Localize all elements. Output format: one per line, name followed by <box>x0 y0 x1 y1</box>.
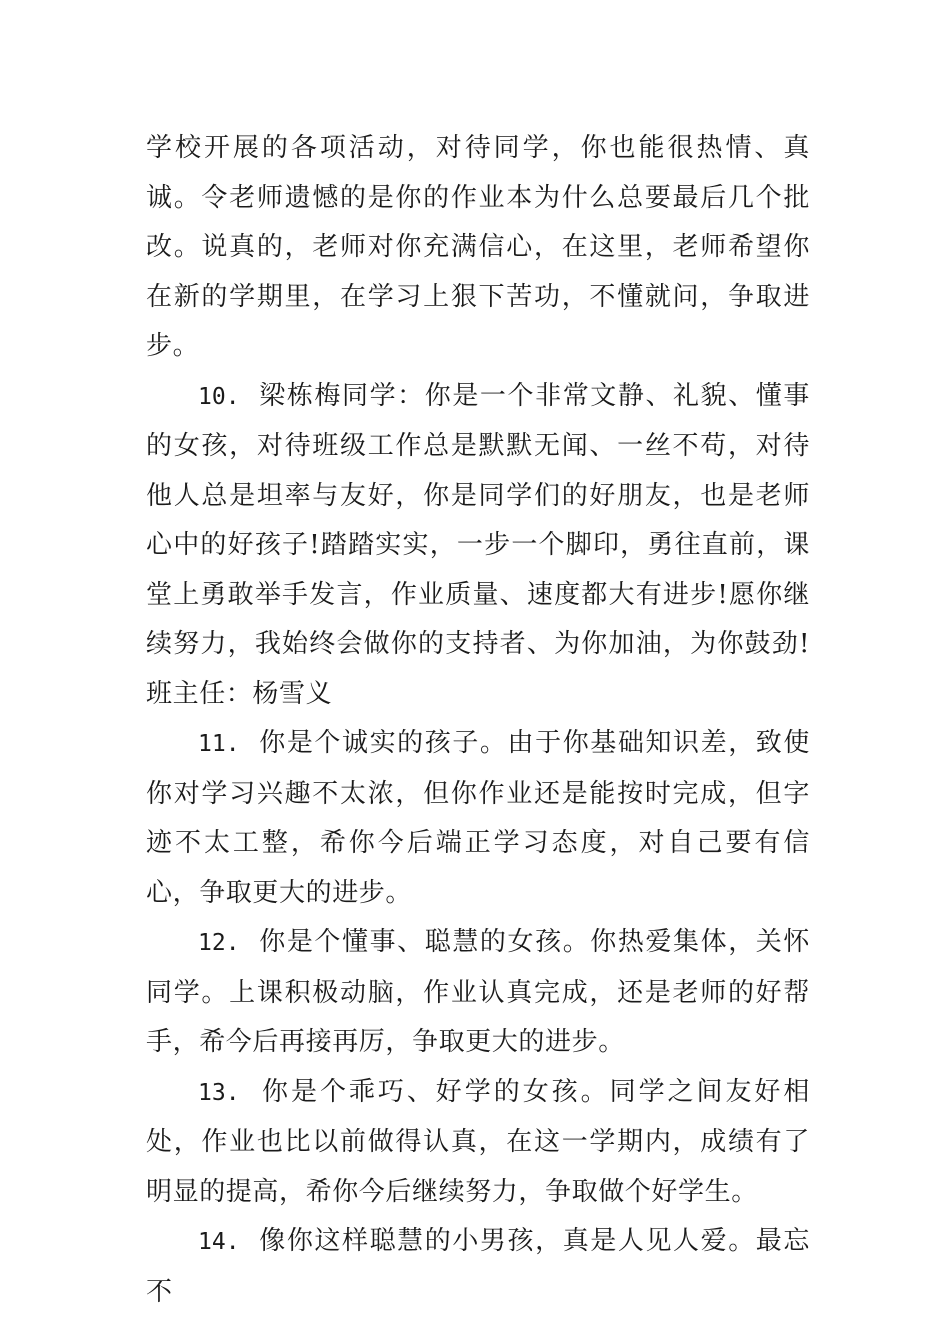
paragraph-continuation <box>146 124 810 372</box>
paragraph-text: 你是个乖巧、好学的女孩。同学之间友好相处，作业也比以前做得认真，在这一学期内，成绩有了明显的提高，希你今后继续努力，争取做个好学生。 <box>146 1076 810 1207</box>
paragraph-text: 像你这样聪慧的小男孩，真是人见人爱。最忘不 <box>146 1226 810 1307</box>
paragraph-number: 12. <box>198 930 240 956</box>
paragraph-10 <box>146 372 810 720</box>
paragraph-text: 梁栋梅同学：你是一个非常文静、礼貌、懂事的女孩，对待班级工作总是默默无闻、一丝不苟，对待他人总是坦率与友好，你是同学们的好朋友，也是老师心中的好孩子!踏踏实实，一步一个脚印，勇往直前，课堂上勇敢举手发言，作业质量、速度都大有进步!愿你继续努力，我始终会做你的支持者、为你加油，为你鼓劲!班主任：杨雪义 <box>146 380 810 709</box>
paragraph-text: 你是个懂事、聪慧的女孩。你热爱集体，关怀同学。上课积极动脑，作业认真完成，还是老师的好帮手，希今后再接再厉，争取更大的进步。 <box>146 927 810 1057</box>
paragraph-text: 你是个诚实的孩子。由于你基础知识差，致使你对学习兴趣不太浓，但你作业还是能按时完成，但字迹不太工整，希你今后端正学习态度，对自己要有信心，争取更大的进步。 <box>146 728 810 908</box>
paragraph-14 <box>146 1217 810 1317</box>
paragraph-12 <box>146 918 810 1068</box>
document-body <box>146 124 810 1317</box>
paragraph-number: 10. <box>198 383 240 410</box>
paragraph-text: 学校开展的各项活动，对待同学，你也能很热情、真诚。令老师遗憾的是你的作业本为什么总要最后几个批改。说真的，老师对你充满信心，在这里，老师希望你在新的学期里，在学习上狠下苦功，不懂就问，争取进步。 <box>146 133 810 361</box>
paragraph-13 <box>146 1068 810 1218</box>
paragraph-number: 14. <box>198 1229 240 1255</box>
paragraph-11 <box>146 719 810 918</box>
paragraph-number: 11. <box>198 731 240 757</box>
paragraph-number: 13. <box>198 1079 240 1106</box>
